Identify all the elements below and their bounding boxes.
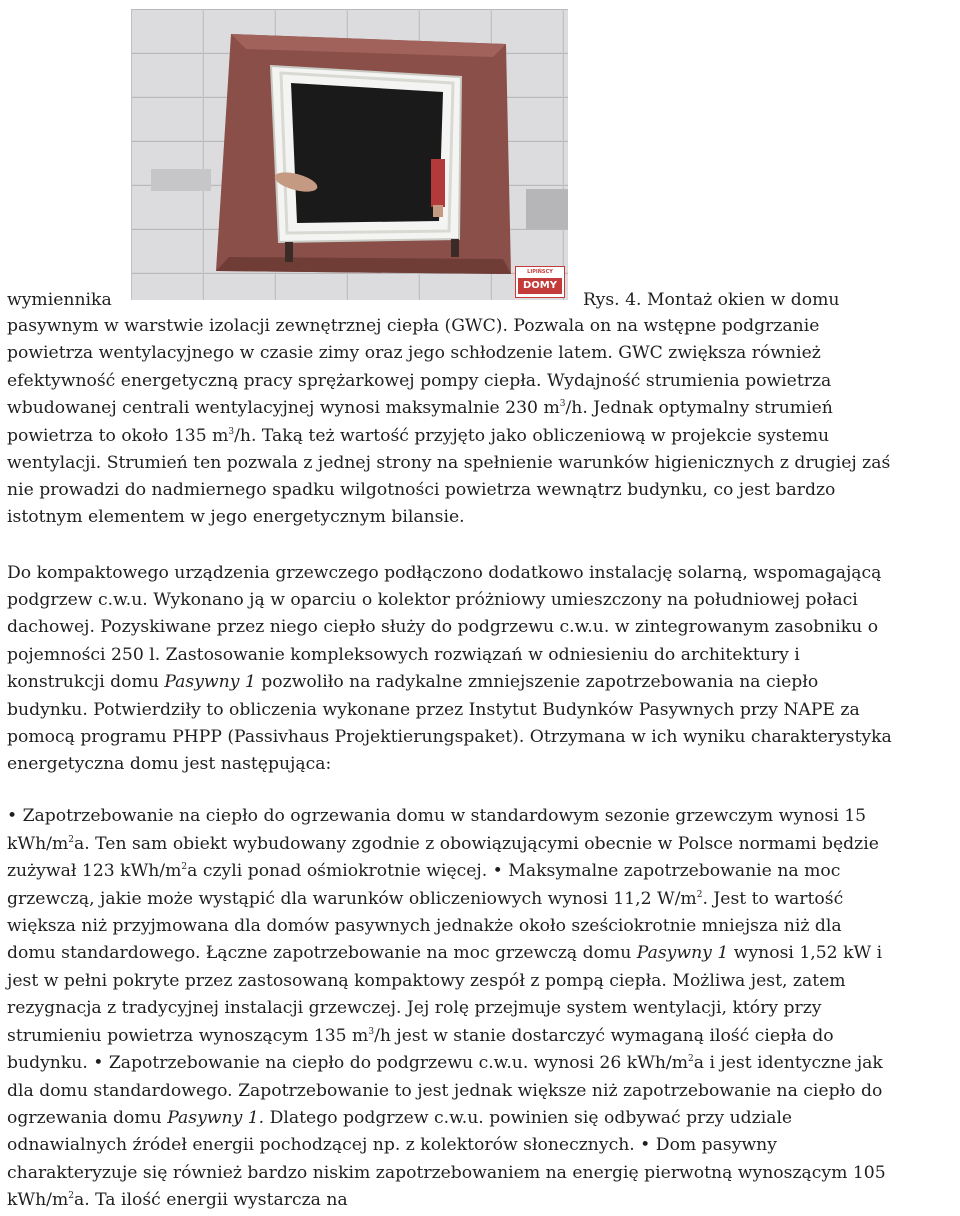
text-line: istotnym elementem w jego energetycznym bilansie. — [7, 507, 465, 527]
figure-caption: Rys. 4. Montaż okien w domu — [583, 290, 840, 310]
text-line: energetyczna domu jest następująca: — [7, 754, 332, 774]
window-installation-photo — [131, 9, 568, 300]
text-line: nie prowadzi do nadmiernego spadku wilgotności powietrza wewnątrz budynku, co jest bardzo — [7, 480, 836, 500]
company-logo — [515, 266, 565, 298]
text-line: pojemności 250 l. Zastosowanie kompleksowych rozwiązań w odniesieniu do architektury i — [7, 645, 800, 665]
text-line: zużywał 123 kWh/$m^2a$ czyli ponad ośmiokrotnie więcej. • Maksymalne zapotrzebowanie na moc — [7, 861, 841, 881]
text-line: budynku. Potwierdziły to obliczenia wykonane przez Instytut Budynków Pasywnych przy NAPE za — [7, 700, 860, 720]
text-line: dla domu standardowego. Zapotrzebowanie to jest jednak większe niż zapotrzebowanie na ciepło do — [7, 1081, 883, 1101]
text-line: kWh/$m^2a$. Ten sam obiekt wybudowany zgodnie z obowiązującymi obecnie w Polsce normami będzie — [7, 834, 879, 854]
text-line: powietrza wentylacyjnego w czasie zimy oraz jego schłodzenie latem. GWC zwiększa również — [7, 343, 821, 363]
text-line: Do kompaktowego urządzenia grzewczego podłączono dodatkowo instalację solarną, wspomagającą — [7, 563, 882, 583]
text-line: pomocą programu PHPP (Passivhaus Projektierungspaket). Otrzymana w ich wyniku charakterystyka — [7, 727, 892, 747]
text-line: charakteryzuje się również bardzo niskim zapotrzebowaniem na energię pierwotną wynoszącym 105 — [7, 1163, 886, 1183]
logo-text-bottom: DOMY — [518, 278, 562, 294]
text-line: rezygnacja z tradycyjnej instalacji grzewczej. Jej rolę przejmuje system wentylacji, który przy — [7, 998, 822, 1018]
text-line: konstrukcji domu Pasywny 1 pozwoliło na radykalne zmniejszenie zapotrzebowania na ciepło — [7, 672, 819, 692]
text-line: wymiennika — [7, 290, 112, 310]
logo-text-top: LIPIŃSCY — [527, 269, 553, 275]
text-line: grzewczą, jakie może wystąpić dla warunków obliczeniowych wynosi 11,2 $W/m^2$. Jest to wartość — [7, 889, 844, 909]
text-line: jest w pełni pokryte przez zastosowaną kompaktowy zespół z pompą ciepła. Możliwa jest, zatem — [7, 971, 846, 991]
text-line: dachowej. Pozyskiwane przez niego ciepło służy do podgrzewu c.w.u. w zintegrowanym zasobniku o — [7, 617, 879, 637]
text-line: odnawialnych źródeł energii pochodzącej np. z kolektorów słonecznych. • Dom pasywny — [7, 1135, 777, 1155]
text-line: podgrzew c.w.u. Wykonano ją w oparciu o kolektor próżniowy umieszczony na południowej połaci — [7, 590, 858, 610]
text-line: kWh/$m^2a$. Ta ilość energii wystarcza na — [7, 1190, 348, 1210]
text-line: ogrzewania domu Pasywny 1. Dlatego podgrzew c.w.u. powinien się odbywać przy udziale — [7, 1108, 793, 1128]
text-line: wentylacji. Strumień ten pozwala z jednej strony na spełnienie warunków higienicznych z drugiej zaś — [7, 453, 891, 473]
text-line: powietrza to około 135 $m^3/h$. Taką też wartość przyjęto jako obliczeniową w projekcie systemu — [7, 426, 830, 446]
text-line: strumieniu powietrza wynoszącym 135 $m^3/h$ jest w stanie dostarczyć wymaganą ilość ciepła do — [7, 1026, 834, 1046]
text-line: budynku. • Zapotrzebowanie na ciepło do podgrzewu c.w.u. wynosi 26 kWh/$m^2a$ i jest identyczne jak — [7, 1053, 883, 1073]
text-line: domu standardowego. Łączne zapotrzebowanie na moc grzewczą domu Pasywny 1 wynosi 1,52 kW i — [7, 943, 883, 963]
text-line: większa niż przyjmowana dla domów pasywnych jednakże około sześciokrotnie mniejsza niż dla — [7, 916, 842, 936]
text-line: wbudowanej centrali wentylacyjnej wynosi maksymalnie 230 $m^3/h$. Jednak optymalny strumień — [7, 398, 833, 418]
text-line: • Zapotrzebowanie na ciepło do ogrzewania domu w standardowym sezonie grzewczym wynosi 15 — [7, 806, 867, 826]
text-line: pasywnym w warstwie izolacji zewnętrznej ciepła (GWC). Pozwala on na wstępne podgrzanie — [7, 316, 820, 336]
text-line: efektywność energetyczną pracy sprężarkowej pompy ciepła. Wydajność strumienia powietrza — [7, 371, 832, 391]
